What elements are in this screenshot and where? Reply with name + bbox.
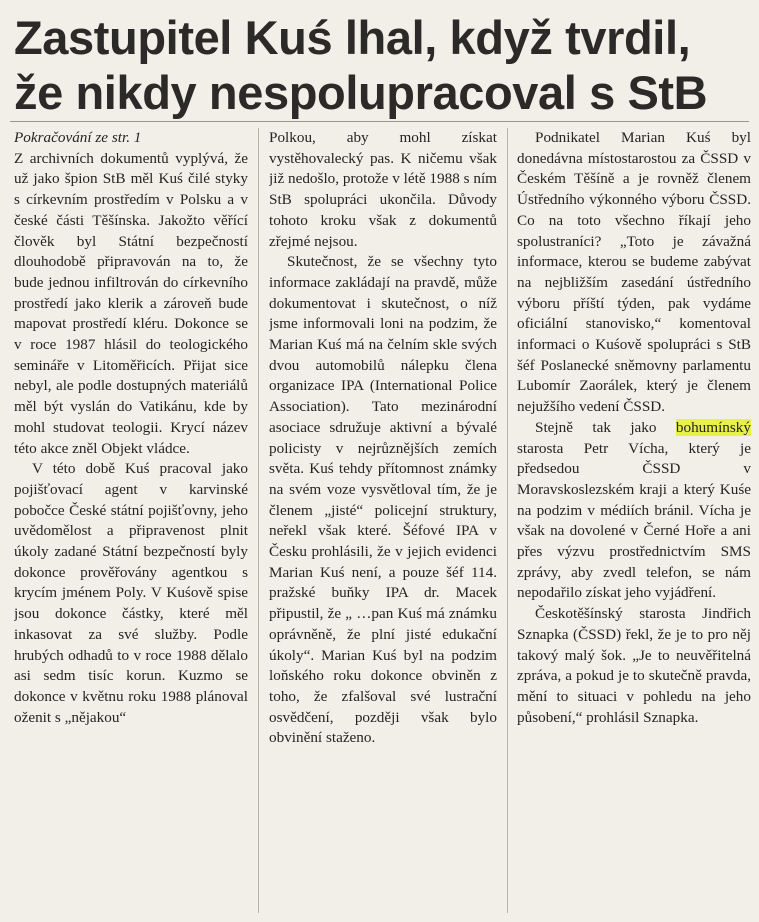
paragraph [517,418,751,604]
paragraph: Z archivních dokumentů vyplývá, že už jako špion StB měl Kuś čilé styky s církevním prostředím v Polsku a v české části Těšínska. Jakožto věřící člověk byl Státní bezpečností dlouhodobě připravován na to, že bude jednou infiltrován do církevního prostředí jako klerik a zároveň bude mapovat prostředí kléru. Dokonce se v roce 1987 hlásil do teologického semináře v Litoměřicích. Přijat sice nebyl, ale podle dostupných materiálů měl být vyslán do Vatikánu, kde by mohl studovat teologii. Krycí název této akce zněl Objekt vládce. [14,149,248,457]
column-3 [517,128,751,918]
column-divider [258,128,259,913]
text-run: Stejně tak jako [535,418,676,436]
headline [14,10,749,120]
column-divider [507,128,508,913]
paragraph: Podnikatel Marian Kuś byl donedávna místostarostou za ČSSD v Českém Těšíně a je rovněž členem Ústředního výkonného výboru ČSSD. Co na toto všechno říkají jeho spolustraníci? „Toto je závažná informace, kterou se budeme zabývat na nejbližším zasedání ústředního výboru příští týden, pak vydáme oficiální stanovisko,“ komentoval informaci o Kuśově spolupráci s StB šéf Poslanecké sněmovny parlamentu Lubomír Zaorálek, který je členem nejužšího vedení ČSSD. [517,129,751,416]
continuation-note: Pokračování ze str. 1 [14,129,142,146]
headline-line-1: Zastupitel Kuś lhal, když tvrdil, [14,11,691,64]
column-1 [14,128,248,918]
paragraph: Polkou, aby mohl získat vystěhovalecký pas. K ničemu však již nedošlo, protože v létě 1988 s ním StB spolupráci ukončila. Důvody tohoto kroku však z dokumentů zřejmé nejsou. [269,129,497,250]
headline-line-2: že nikdy nespolupracoval s StB [14,66,708,119]
paragraph: Českotěšínský starosta Jindřich Sznapka (ČSSD) řekl, že je to pro něj takový malý šok. „Je to neuvěřitelná zpráva, a pokud je to skutečně pravda, mění to situaci v pohledu na jeho působení,“ prohlásil Sznapka. [517,605,751,726]
paragraph: V této době Kuś pracoval jako pojišťovací agent v karvinské pobočce České státní pojišťovny, jeho uvědomělost a připravenost plnit úkoly zadané Státní bezpečností byly dokonce prověřovány agentkou s krycím jménem Poly. V Kuśově spise jsou dokonce částky, které měl inkasovat za své služby. Podle hrubých odhadů to v roce 1988 dělalo asi sedm tisíc korun. Kuzmo se dokonce v květnu roku 1988 plánoval oženit s „nějakou“ [14,460,248,726]
headline-rule [10,121,749,122]
text-run: starosta Petr Vícha, který je předsedou ČSSD v Moravskoslezském kraji a který Kuśe na podzim v médiích bránil. Vícha je však na dovolené v Černé Hoře a ani přes výzvu prostřednictvím SMS zprávy, aby zvedl telefon, se nám nepodařilo získat jeho vyjádření. [517,439,751,602]
highlighted-word: bohumínský [675,418,751,436]
column-2 [269,128,497,918]
paragraph: Skutečnost, že se všechny tyto informace zakládají na pravdě, může dokumentovat i skutečnost, o níž jsme informovali loni na podzim, že Marian Kuś má na čelním skle svých dvou automobilů nálepku člena organizace IPA (International Police Association). Tato mezinárodní asociace sdružuje aktivní a bývalé policisty v nejrůznějších zemích světa. Kuś tehdy přítomnost známky na svém voze vysvětloval tím, že je členem „jisté“ policejní struktury, neřekl však které. Šéfové IPA v Česku prohlásili, že v jejich evidenci Marian Kuś není, a pouze šéf 114. pražské buňky IPA dr. Macek připustil, že „ …pan Kuś má známku oprávněně, že plní jisté edukační úkoly“. Marian Kuś byl na podzim loňského roku dokonce obviněn z toho, že zfalšoval své lustrační osvědčení, později však bylo obvinění staženo. [269,253,497,747]
